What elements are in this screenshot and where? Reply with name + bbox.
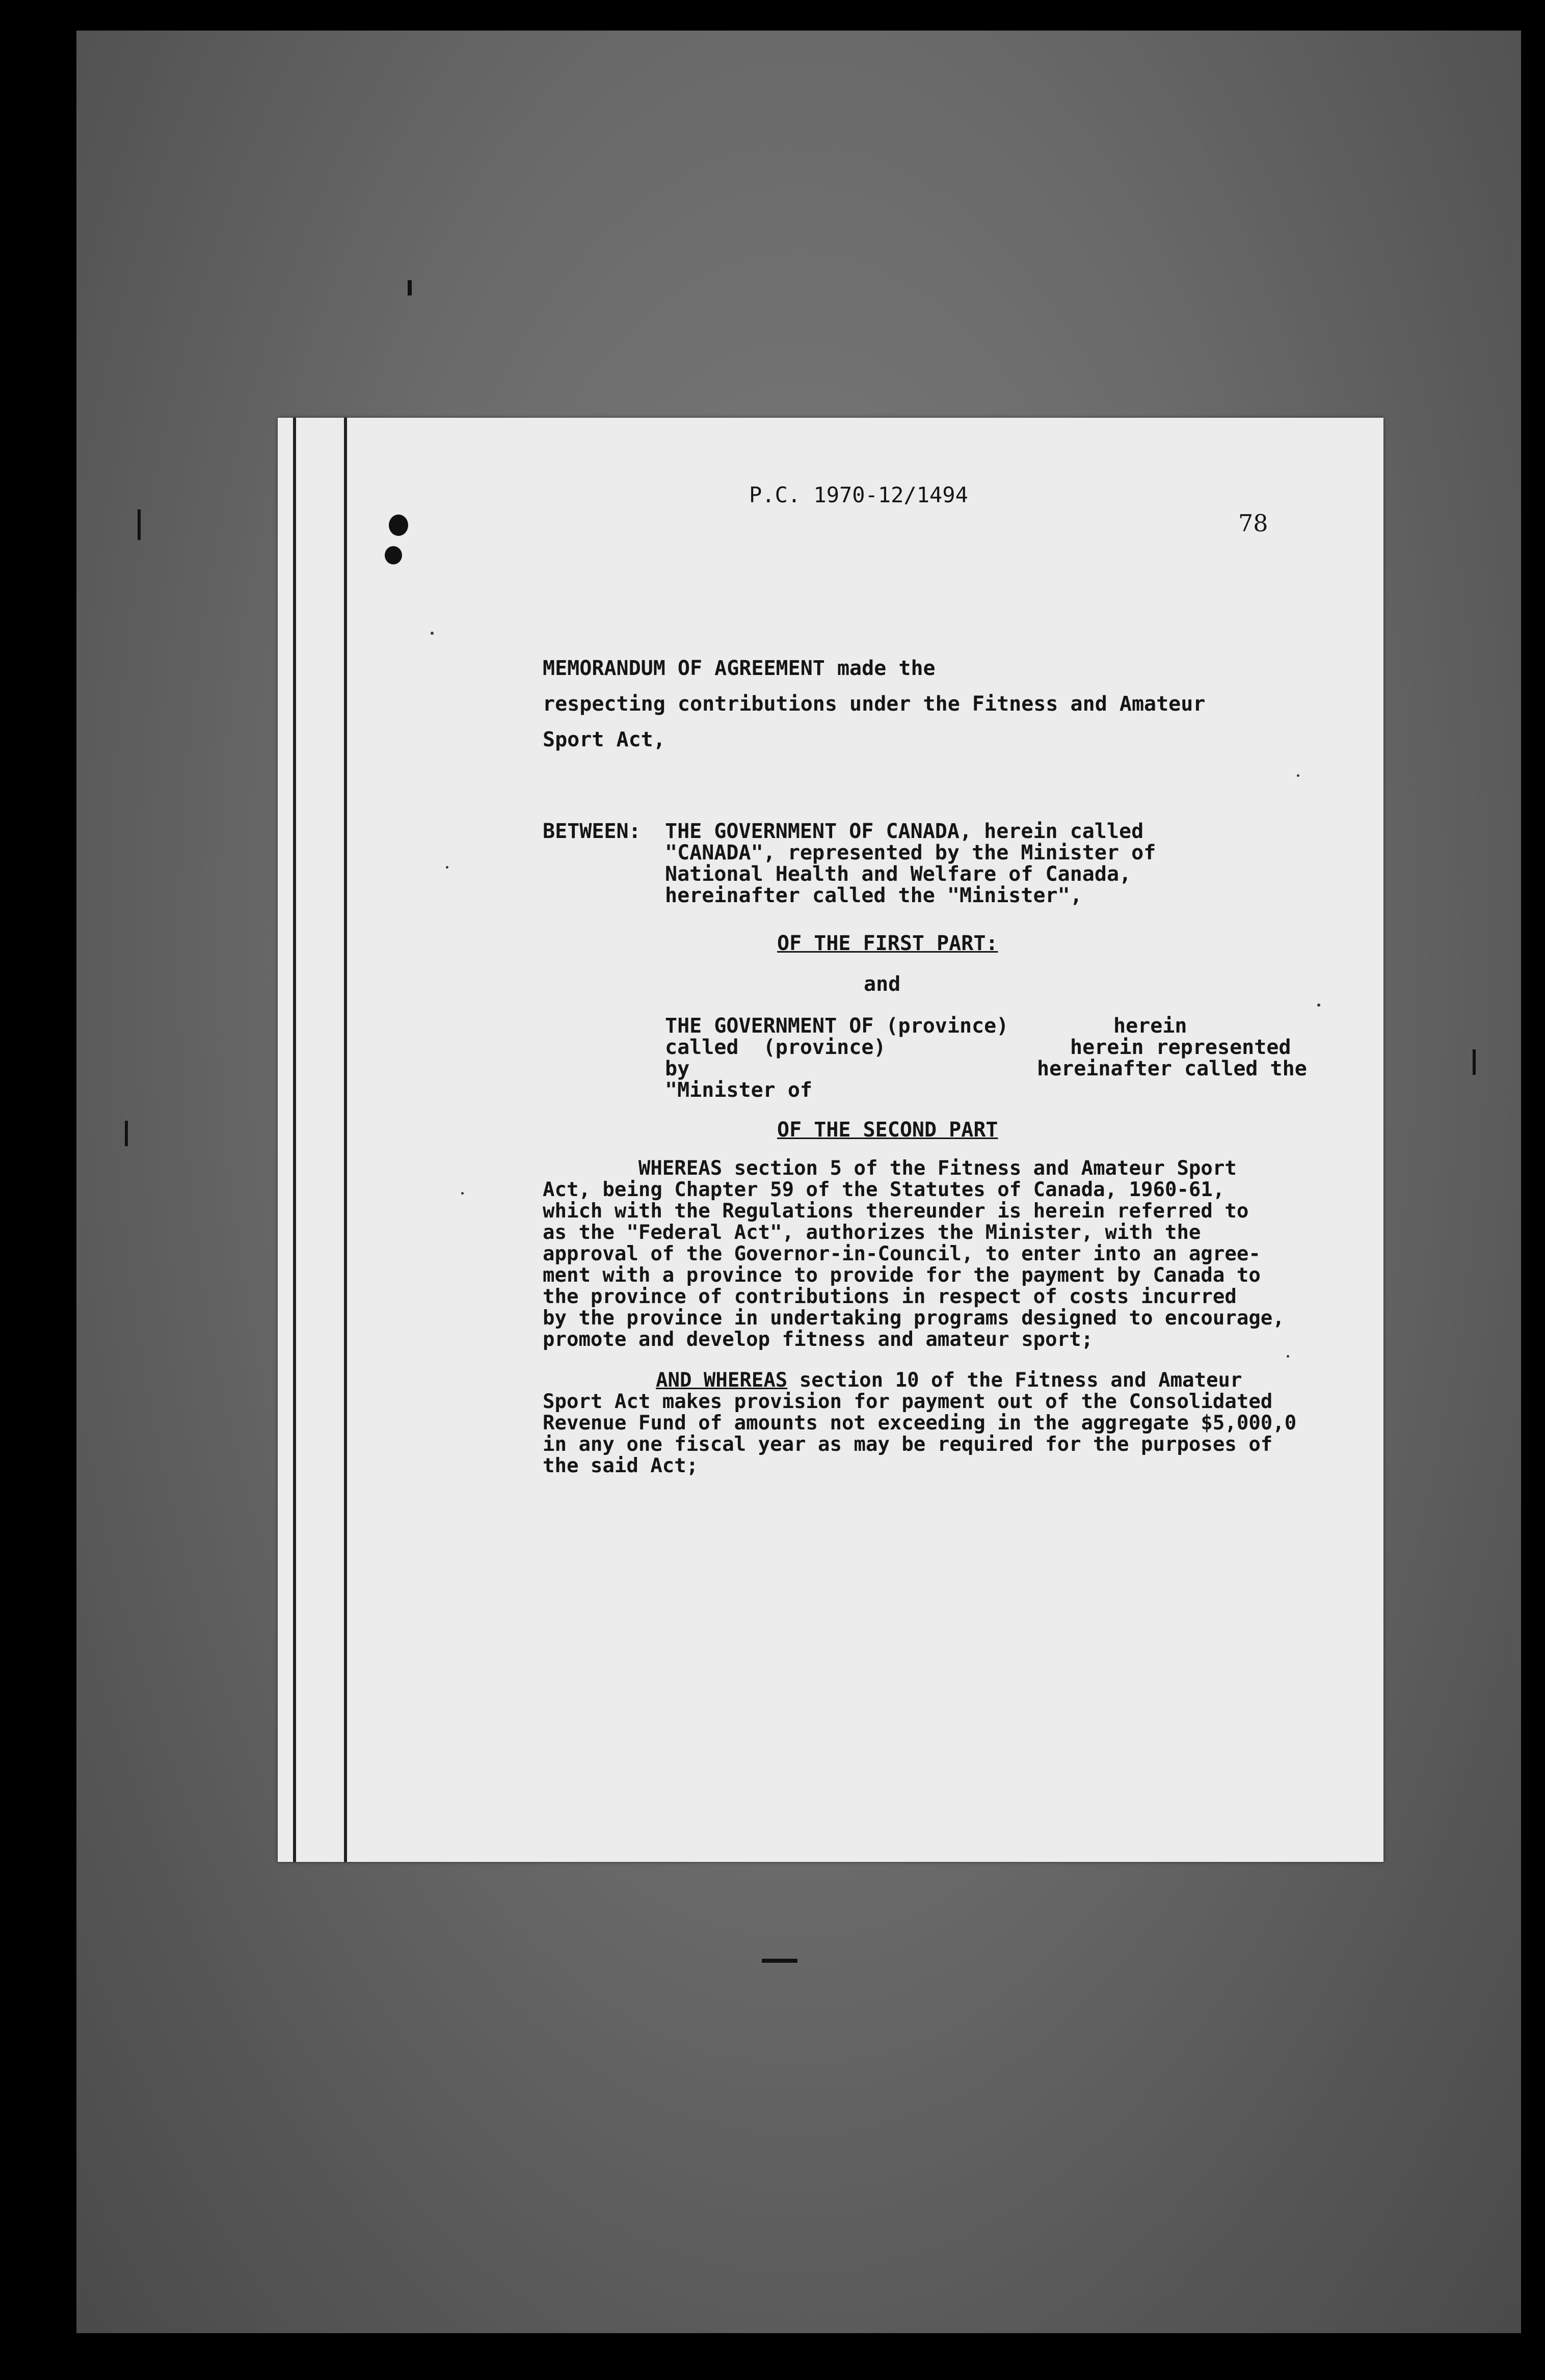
- whereas1-line: promote and develop fitness and amateur sport;: [543, 1328, 1094, 1351]
- film-mark: [762, 1959, 797, 1963]
- second-party-line-4: "Minister of: [665, 1078, 812, 1102]
- second-party-line-3b: hereinafter called the: [1037, 1057, 1307, 1080]
- whereas2-line1-rest: section 10 of the Fitness and Amateur: [787, 1369, 1242, 1392]
- second-part-heading: OF THE SECOND PART: [777, 1118, 998, 1142]
- whereas2-line: Revenue Fund of amounts not exceeding in the aggregate $5,000,0: [543, 1412, 1297, 1435]
- film-mark: [138, 509, 141, 540]
- whereas2-first-line: [543, 1369, 1242, 1392]
- whereas2-line: Sport Act makes provision for payment out of the Consolidated: [543, 1390, 1273, 1413]
- scan-speck: [1317, 1004, 1320, 1007]
- whereas2-line: in any one fiscal year as may be required for the purposes of: [543, 1433, 1273, 1456]
- second-party-line-3a: by: [665, 1057, 690, 1080]
- between-line-4: hereinafter called the "Minister",: [665, 884, 1082, 907]
- whereas1-line: which with the Regulations thereunder is herein referred to: [543, 1200, 1249, 1223]
- whereas2-line: the said Act;: [543, 1454, 699, 1477]
- margin-rule: [344, 418, 347, 1862]
- between-line-1: THE GOVERNMENT OF CANADA, herein called: [665, 820, 1144, 843]
- scan-background: [76, 31, 1521, 2333]
- between-line-2: "CANADA", represented by the Minister of: [665, 841, 1156, 864]
- title-line-1: MEMORANDUM OF AGREEMENT made the: [543, 657, 936, 680]
- title-line-2: respecting contributions under the Fitness and Amateur: [543, 692, 1206, 716]
- scan-speck: [461, 1192, 464, 1195]
- whereas2-lead: AND WHEREAS: [656, 1369, 788, 1392]
- scan-speck: [431, 632, 434, 635]
- scan-speck: [1287, 1355, 1289, 1358]
- whereas1-line: WHEREAS section 5 of the Fitness and Amateur Sport: [543, 1157, 1237, 1180]
- second-party-line-1a: THE GOVERNMENT OF (province): [665, 1014, 1009, 1038]
- whereas1-line: approval of the Governor-in-Council, to enter into an agree-: [543, 1242, 1261, 1265]
- document-page: [278, 418, 1383, 1862]
- first-part-heading: OF THE FIRST PART:: [777, 932, 998, 955]
- and-text: and: [864, 972, 901, 996]
- whereas1-line: as the "Federal Act", authorizes the Minister, with the: [543, 1221, 1201, 1244]
- between-line-3: National Health and Welfare of Canada,: [665, 862, 1132, 886]
- second-party-line-2a: called (province): [665, 1036, 886, 1059]
- whereas1-line: the province of contributions in respect of costs incurred: [543, 1285, 1237, 1308]
- film-mark: [408, 280, 412, 295]
- margin-rule: [293, 418, 296, 1862]
- punch-hole: [389, 515, 408, 536]
- second-party-line-1b: herein: [1113, 1014, 1187, 1038]
- between-label: BETWEEN:: [543, 820, 641, 843]
- punch-hole: [385, 546, 402, 564]
- scan-speck: [1297, 774, 1299, 777]
- film-mark: [1473, 1049, 1476, 1075]
- whereas1-line: Act, being Chapter 59 of the Statutes of Canada, 1960-61,: [543, 1178, 1225, 1201]
- scan-speck: [446, 866, 448, 869]
- title-line-3: Sport Act,: [543, 728, 665, 751]
- second-party-line-2b: herein represented: [1070, 1036, 1291, 1059]
- document-reference: P.C. 1970-12/1494: [749, 482, 968, 507]
- whereas1-line: by the province in undertaking programs designed to encourage,: [543, 1307, 1285, 1330]
- whereas1-line: ment with a province to provide for the payment by Canada to: [543, 1264, 1261, 1287]
- page-number: 78: [1238, 509, 1268, 537]
- film-mark: [125, 1121, 128, 1146]
